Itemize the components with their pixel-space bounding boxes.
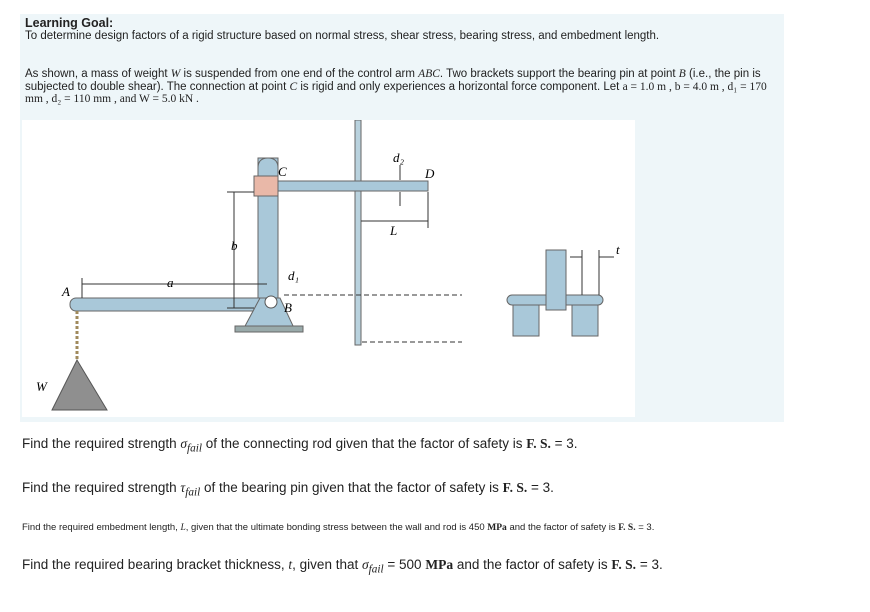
connection-c-block: [254, 176, 278, 196]
structure-figure: [22, 120, 635, 417]
label-w: W: [36, 379, 47, 394]
connecting-rod: [278, 181, 428, 191]
learning-goal-text: To determine design factors of a rigid structure based on normal stress, shear stress, bearing stress, and embedment length.: [25, 30, 660, 42]
label-c: C: [278, 164, 287, 179]
label-d: D: [425, 166, 435, 181]
horizontal-arm: [70, 298, 280, 311]
question-3: Find the required embedment length, L, given that the ultimate bonding stress between the wall and rod is 450 MPa and the factor of safety is F. S. = 3.: [22, 522, 655, 533]
label-a: a: [167, 275, 174, 290]
learning-goal-heading: Learning Goal:: [25, 16, 114, 30]
end-arm: [546, 250, 566, 310]
label-b: b: [231, 238, 238, 253]
wall: [355, 120, 361, 345]
label-b-point: B: [284, 300, 292, 315]
question-2: Find the required strength $\tau_{fail}$ of the bearing pin given that the factor of safety is F. S. = 3.: [22, 480, 554, 499]
question-4: Find the required bearing bracket thickness, t, given that $\sigma_{fail} = 500$ MPa and the factor of safety is F. S. = 3.: [22, 557, 663, 576]
bearing-pin: [265, 296, 277, 308]
label-a-point: A: [62, 284, 70, 299]
label-t: t: [616, 242, 620, 257]
problem-statement: As shown, a mass of weight W is suspended from one end of the control arm ABC. Two brackets support the bearing pin at point B (i.e., the pin is subjected to double shear). The connection at point C is rigid and only experiences a horizontal force component. Let a = 1.0 m , b = 4.0 m , d₁ = 170 mm , d₂ = 110 mm , and W = 5.0 kN .: [25, 68, 767, 105]
given-values: a = 1.0 m , b = 4.0 m , d₁ = 170 mm , d₂ = 110 mm , and W = 5.0 kN .: [25, 80, 767, 105]
label-d2: d₂: [393, 150, 405, 165]
weight: [52, 360, 107, 410]
question-1: Find the required strength $\sigma_{fail}$ of the connecting rod given that the factor of safety is F. S. = 3.: [22, 436, 578, 455]
structure-diagram: [22, 120, 635, 417]
end-bracket-left: [513, 301, 539, 336]
label-d1: d₁: [288, 268, 300, 283]
end-bracket-right: [572, 301, 598, 336]
label-l: L: [390, 223, 398, 238]
